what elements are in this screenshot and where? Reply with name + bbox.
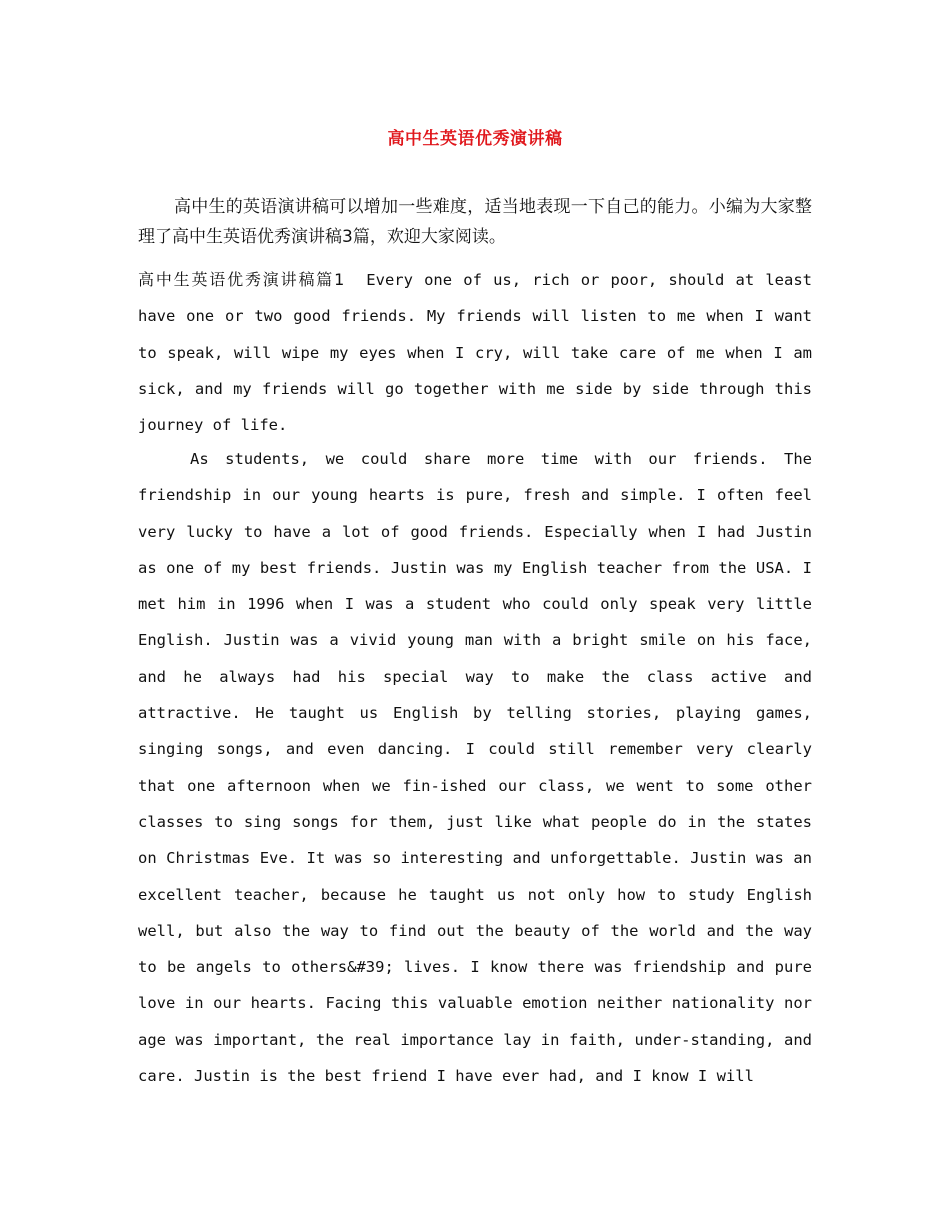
- intro-paragraph: 高中生的英语演讲稿可以增加一些难度，适当地表现一下自己的能力。小编为大家整理了高中生英语优秀演讲稿3篇，欢迎大家阅读。: [138, 197, 812, 247]
- document-title: 高中生英语优秀演讲稿: [387, 129, 563, 149]
- speech-paragraph-1: [138, 262, 812, 443]
- paragraph-1-text: Every one of us, rich or poor, should at least have one or two good friends. My friends will listen to me when I want to speak, will wipe my eyes when I cry, will take care of me when I am sick, and my friends will go together with me side by side through this journey of life.: [138, 271, 812, 435]
- section-heading: 高中生英语优秀演讲稿篇1: [138, 270, 345, 289]
- speech-paragraph-2: As students, we could share more time with our friends. The friendship in our young hearts is pure, fresh and simple. I often feel very lucky to have a lot of good friends. Especially when I had Justin as one of my best friends. Justin was my English teacher from the USA. I met him in 1996 when I was a student who could only speak very little English. Justin was a vivid young man with a bright smile on his face, and he always had his special way to make the class active and attractive. He taught us English by telling stories, playing games, singing songs, and even dancing. I could still remember very clearly that one afternoon when we fin-ished our class, we went to some other classes to sing songs for them, just like what people do in the states on Christmas Eve. It was so interesting and unforgettable. Justin was an excellent teacher, because he taught us not only how to study English well, but also the way to find out the beauty of the world and the way to be angels to others&#39; lives. I know there was friendship and pure love in our hearts. Facing this valuable emotion neither nationality nor age was important, the real importance lay in faith, under-standing, and care. Justin is the best friend I have ever had, and I know I will: [138, 450, 812, 1086]
